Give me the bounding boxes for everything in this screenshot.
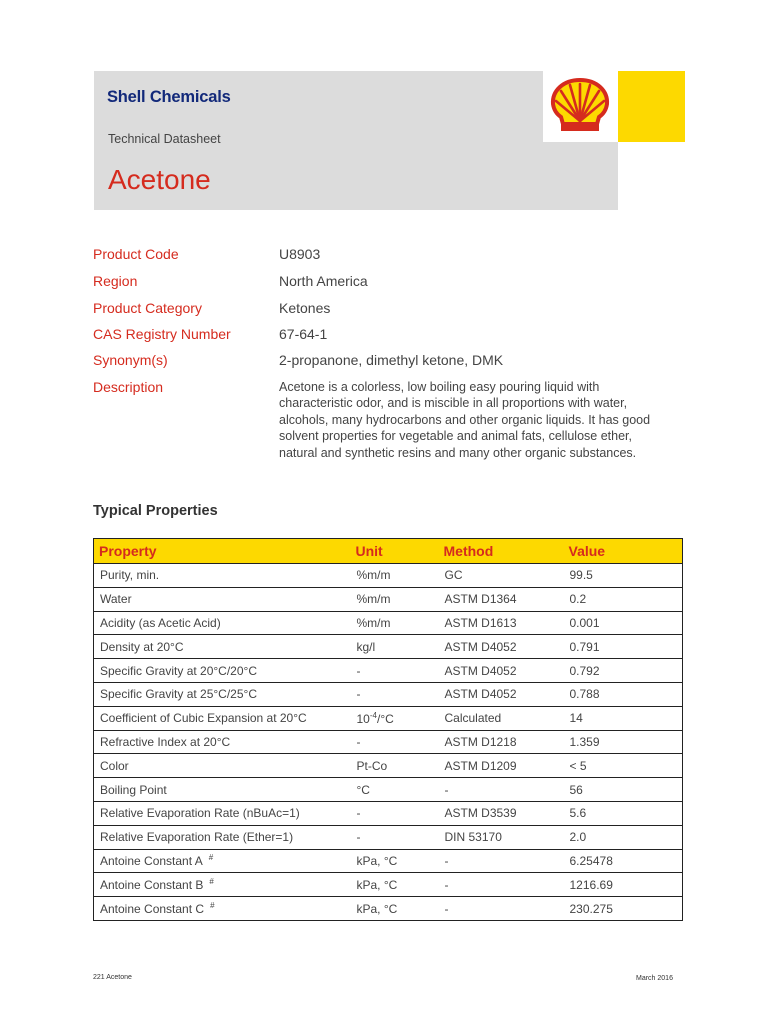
cell-property	[94, 754, 351, 778]
cell-unit	[351, 849, 439, 873]
unit-text: kPa, °C	[356, 877, 398, 892]
footer-document-id: 221 Acetone	[93, 974, 132, 981]
brand-name: Shell Chemicals	[107, 88, 231, 106]
cell-method: ASTM D4052	[439, 635, 564, 659]
property-name: Antoine Constant C	[100, 902, 205, 917]
cell-method: GC	[439, 564, 564, 588]
cas-label: CAS Registry Number	[93, 326, 231, 342]
cell-property	[94, 849, 351, 873]
cell-property	[94, 730, 351, 754]
unit-text: 10	[356, 711, 370, 726]
header-unit: Unit	[351, 539, 439, 564]
header-value: Value	[564, 539, 683, 564]
cell-property	[94, 635, 351, 659]
cell-method: -	[439, 778, 564, 802]
table-row	[94, 611, 683, 635]
description-line: characteristic odor, and is miscible in all proportions with water,	[279, 396, 628, 411]
table-row	[94, 801, 683, 825]
cell-unit	[351, 754, 439, 778]
unit-text: -	[356, 687, 361, 702]
unit-text: kPa, °C	[356, 853, 398, 868]
property-name: Specific Gravity at 20°C/20°C	[100, 663, 257, 678]
table-row	[94, 682, 683, 706]
synonyms-value: 2-propanone, dimethyl ketone, DMK	[279, 352, 504, 368]
cell-property	[94, 825, 351, 849]
property-name: Boiling Point	[100, 782, 167, 797]
description-text	[279, 379, 679, 461]
product-code-label: Product Code	[93, 246, 179, 262]
table-header-row	[94, 539, 683, 564]
cell-method: -	[439, 849, 564, 873]
cell-value: 2.0	[564, 825, 683, 849]
property-name: Density at 20°C	[100, 639, 184, 654]
cell-value: 0.2	[564, 587, 683, 611]
table-row	[94, 849, 683, 873]
category-label: Product Category	[93, 300, 202, 316]
footnote-marker: #	[208, 853, 214, 863]
cell-value: 5.6	[564, 801, 683, 825]
footer-date: March 2016	[636, 975, 673, 982]
table-row	[94, 635, 683, 659]
cell-unit	[351, 706, 439, 730]
description-line: natural and synthetic resins and many other organic substances.	[279, 445, 637, 460]
cell-value: < 5	[564, 754, 683, 778]
cell-value: 99.5	[564, 564, 683, 588]
unit-text: kPa, °C	[356, 901, 398, 916]
unit-text: °C	[356, 782, 370, 797]
shell-pecten-logo-icon	[549, 77, 611, 135]
header-property: Property	[94, 539, 351, 564]
unit-text: -	[356, 806, 361, 821]
property-name: Antoine Constant A	[100, 854, 203, 869]
property-name: Color	[100, 758, 129, 773]
cell-unit	[351, 825, 439, 849]
cell-method: ASTM D1209	[439, 754, 564, 778]
description-line: solvent properties for vegetable and animal fats, cellulose ether,	[279, 429, 632, 444]
table-row	[94, 564, 683, 588]
cell-value: 14	[564, 706, 683, 730]
property-name: Relative Evaporation Rate (Ether=1)	[100, 830, 294, 845]
footnote-marker: #	[209, 877, 214, 887]
section-title-typical-properties: Typical Properties	[93, 503, 218, 519]
property-name: Water	[100, 592, 132, 607]
cell-unit	[351, 659, 439, 683]
cell-method: ASTM D4052	[439, 682, 564, 706]
cell-unit	[351, 587, 439, 611]
unit-text: %m/m	[356, 568, 391, 583]
description-line: Acetone is a colorless, low boiling easy pouring liquid with	[279, 380, 600, 394]
cell-method: ASTM D1364	[439, 587, 564, 611]
table-row	[94, 587, 683, 611]
cell-property	[94, 873, 351, 897]
table-row	[94, 706, 683, 730]
cell-property	[94, 801, 351, 825]
cell-property	[94, 778, 351, 802]
cell-method: DIN 53170	[439, 825, 564, 849]
table-row	[94, 778, 683, 802]
unit-text: kg/l	[356, 639, 376, 654]
property-name: Acidity (as Acetic Acid)	[100, 615, 221, 630]
property-name: Relative Evaporation Rate (nBuAc=1)	[100, 806, 300, 821]
cell-method: ASTM D3539	[439, 801, 564, 825]
cell-unit	[351, 873, 439, 897]
cell-method: ASTM D4052	[439, 659, 564, 683]
cell-unit	[351, 801, 439, 825]
unit-text: Pt-Co	[356, 758, 388, 773]
table-row	[94, 659, 683, 683]
property-name: Refractive Index at 20°C	[100, 734, 231, 749]
cell-property	[94, 564, 351, 588]
cell-unit	[351, 564, 439, 588]
cell-value: 1.359	[564, 730, 683, 754]
description-line: alcohols, many hydrocarbons and other organic liquids. It has good	[279, 412, 651, 427]
properties-table-body	[94, 564, 683, 921]
cell-method: ASTM D1613	[439, 611, 564, 635]
region-value: North America	[279, 273, 368, 289]
cell-property	[94, 587, 351, 611]
cell-property	[94, 659, 351, 683]
table-row	[94, 730, 683, 754]
cas-value: 67-64-1	[279, 326, 328, 342]
table-row	[94, 897, 683, 921]
unit-text: -	[356, 830, 361, 845]
cell-unit	[351, 730, 439, 754]
cell-unit	[351, 611, 439, 635]
property-name: Purity, min.	[100, 568, 160, 583]
product-title: Acetone	[108, 164, 211, 195]
cell-property	[94, 611, 351, 635]
cell-unit	[351, 778, 439, 802]
footnote-marker: #	[210, 901, 215, 911]
synonyms-label: Synonym(s)	[93, 352, 168, 368]
unit-text: %m/m	[356, 615, 391, 630]
cell-method: -	[439, 873, 564, 897]
table-row	[94, 873, 683, 897]
properties-table	[93, 538, 683, 921]
description-label: Description	[93, 379, 164, 395]
region-label: Region	[93, 273, 138, 289]
cell-value: 6.25478	[564, 849, 683, 873]
cell-unit	[351, 682, 439, 706]
header-method: Method	[439, 539, 564, 564]
cell-method: Calculated	[439, 706, 564, 730]
document-type: Technical Datasheet	[108, 132, 221, 146]
cell-value: 0.791	[564, 635, 683, 659]
cell-method: ASTM D1218	[439, 730, 564, 754]
cell-unit	[351, 897, 439, 921]
property-name: Antoine Constant B	[100, 878, 204, 893]
cell-unit	[351, 635, 439, 659]
property-name: Coefficient of Cubic Expansion at 20°C	[100, 711, 307, 726]
cell-method: -	[439, 897, 564, 921]
unit-text: -	[356, 734, 361, 749]
unit-exponent: -4	[369, 710, 377, 720]
table-row	[94, 825, 683, 849]
cell-value: 0.788	[564, 682, 683, 706]
cell-property	[94, 682, 351, 706]
property-name: Specific Gravity at 25°C/25°C	[100, 687, 257, 702]
table-row	[94, 754, 683, 778]
unit-text: -	[356, 663, 361, 678]
category-value: Ketones	[279, 300, 331, 316]
cell-property	[94, 706, 351, 730]
unit-suffix: /°C	[376, 711, 394, 726]
cell-property	[94, 897, 351, 921]
cell-value: 1216.69	[564, 873, 683, 897]
cell-value: 56	[564, 778, 683, 802]
cell-value: 230.275	[564, 897, 683, 921]
product-code-value: U8903	[279, 246, 321, 262]
cell-value: 0.792	[564, 659, 683, 683]
cell-value: 0.001	[564, 611, 683, 635]
unit-text: %m/m	[356, 592, 391, 607]
